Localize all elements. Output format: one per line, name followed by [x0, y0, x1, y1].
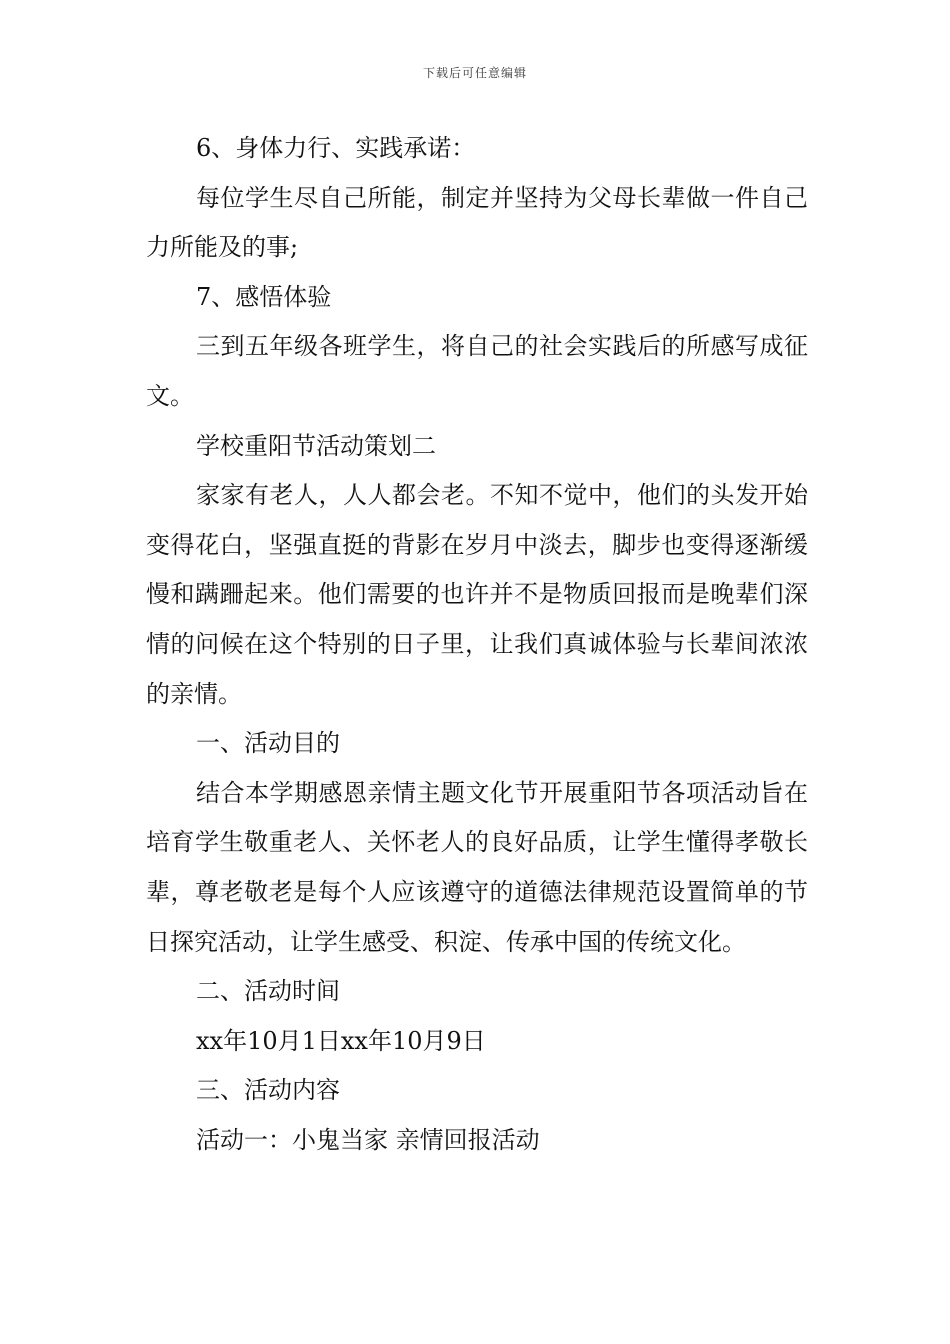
paragraph-experience-text: 三到五年级各班学生，将自己的社会实践后的所感写成征文。	[146, 332, 808, 410]
heading-content: 三、活动内容	[196, 1076, 340, 1105]
paragraph-time: xx年10月1日xx年10月9日	[196, 1026, 486, 1055]
paragraph-purpose: 结合本学期感恩亲情主题文化节开展重阳节各项活动旨在培育学生敬重老人、关怀老人的良好品质，让学生懂得孝敬长辈，尊老敬老是每个人应该遵守的道德法律规范设置简单的节日探究活动，让学生感受、积淀、传承中国的传统文化。	[146, 778, 808, 956]
paragraph-commitment-heading: 6、身体力行、实践承诺：	[196, 134, 476, 162]
paragraph-intro: 家家有老人，人人都会老。不知不觉中，他们的头发开始变得花白，坚强直挺的背影在岁月中淡去，脚步也变得逐渐缓慢和蹒跚起来。他们需要的也许并不是物质回报而是晚辈们深情的问候在这个特别的日子里，让我们真诚体验与长辈间浓浓的亲情。	[146, 481, 808, 708]
heading-purpose: 一、活动目的	[196, 729, 340, 758]
paragraph-activity-one: 活动一：小鬼当家 亲情回报活动	[196, 1125, 540, 1154]
paragraph-commitment-text: 每位学生尽自己所能，制定并坚持为父母长辈做一件自己力所能及的事;	[146, 183, 808, 262]
document-body	[146, 124, 808, 1165]
paragraph-experience-heading: 7、感悟体验	[196, 282, 332, 311]
page-header: 下载后可任意编辑	[422, 66, 527, 80]
section-title: 学校重阳节活动策划二	[196, 431, 436, 460]
heading-time: 二、活动时间	[196, 977, 340, 1006]
